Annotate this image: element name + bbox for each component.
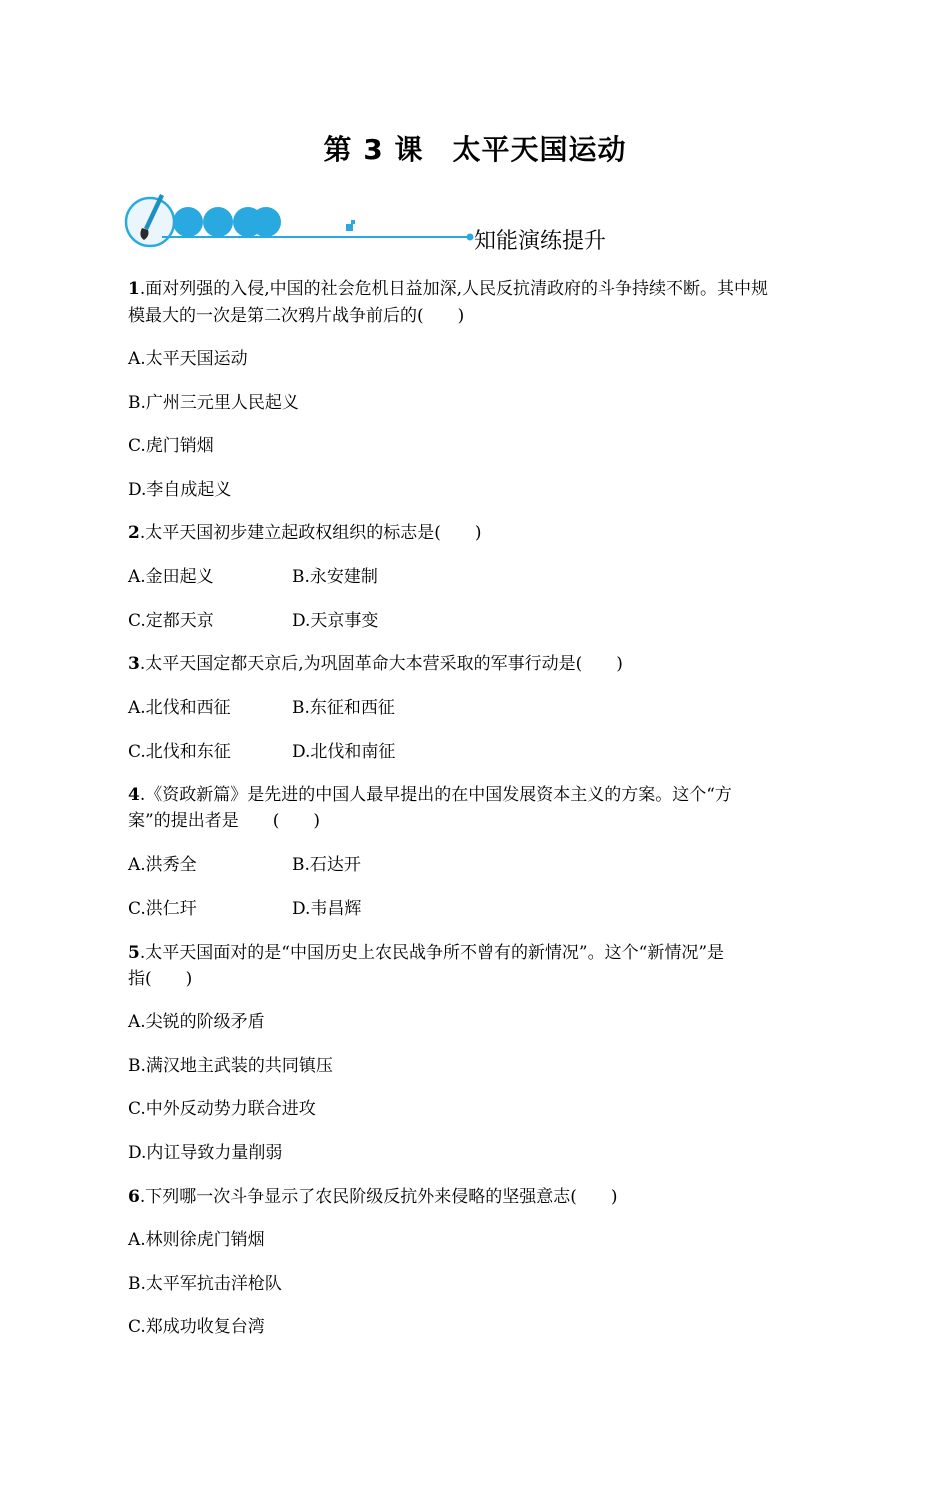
option-5a: A.尖锐的阶级矛盾 [128, 1012, 265, 1032]
option-6a: A.林则徐虎门销烟 [128, 1230, 265, 1250]
question-number: 1 [128, 279, 140, 299]
question-4 [128, 782, 732, 809]
dot-1 [173, 207, 203, 237]
question-3 [128, 651, 623, 678]
question-text: .下列哪一次斗争显示了农民阶级反抗外来侵略的坚强意志( ) [139, 1187, 618, 1207]
option-1a: A.太平天国运动 [128, 349, 248, 369]
option-2a: A.金田起义 [128, 567, 214, 587]
line-end-dot [467, 234, 474, 241]
option-4d: D.韦昌辉 [292, 899, 362, 919]
option-6c: C.郑成功收复台湾 [128, 1317, 265, 1337]
option-5c: C.中外反动势力联合进攻 [128, 1099, 316, 1119]
page-title: 第 3 课 太平天国运动 [323, 133, 627, 166]
square-small-1 [346, 224, 353, 231]
question-number: 5 [128, 943, 140, 963]
option-2c: C.定都天京 [128, 611, 214, 631]
option-2d: D.天京事变 [292, 611, 379, 631]
option-3a: A.北伐和西征 [128, 698, 231, 718]
option-1d: D.李自成起义 [128, 480, 232, 500]
dot-2 [203, 207, 233, 237]
question-number: 3 [128, 654, 140, 674]
question-1 [128, 276, 768, 303]
option-5d: D.内讧导致力量削弱 [128, 1143, 283, 1163]
option-4a: A.洪秀全 [128, 855, 197, 875]
question-text: .面对列强的入侵,中国的社会危机日益加深,人民反抗清政府的斗争持续不断。其中规 [139, 279, 769, 299]
option-4c: C.洪仁玕 [128, 899, 197, 919]
option-3d: D.北伐和南征 [292, 742, 396, 762]
banner-label: 知能演练提升 [474, 229, 607, 254]
dot-4 [251, 207, 281, 237]
option-1c: C.虎门销烟 [128, 436, 214, 456]
option-2b: B.永安建制 [292, 567, 378, 587]
option-6b: B.太平军抗击洋枪队 [128, 1274, 282, 1294]
option-5b: B.满汉地主武装的共同镇压 [128, 1056, 333, 1076]
question-6 [128, 1184, 618, 1211]
option-4b: B.石达开 [292, 855, 361, 875]
question-text: .太平天国面对的是“中国历史上农民战争所不曾有的新情况”。这个“新情况”是 [139, 943, 725, 963]
question-5 [128, 940, 724, 967]
square-small-2 [351, 220, 355, 224]
option-3c: C.北伐和东征 [128, 742, 231, 762]
question-number: 2 [128, 523, 140, 543]
option-1b: B.广州三元里人民起义 [128, 393, 299, 413]
question-text: .《资政新篇》是先进的中国人最早提出的在中国发展资本主义的方案。这个“方 [139, 785, 732, 805]
question-text: .太平天国初步建立起政权组织的标志是( ) [139, 523, 482, 543]
option-3b: B.东征和西征 [292, 698, 395, 718]
question-5-cont: 指( ) [128, 969, 193, 989]
question-1-cont: 模最大的一次是第二次鸦片战争前后的( ) [128, 306, 465, 326]
question-2 [128, 520, 482, 547]
question-text: .太平天国定都天京后,为巩固革命大本营采取的军事行动是( ) [139, 654, 623, 674]
question-number: 4 [128, 785, 140, 805]
question-4-cont: 案”的提出者是 ( ) [128, 811, 320, 831]
question-number: 6 [128, 1187, 140, 1207]
